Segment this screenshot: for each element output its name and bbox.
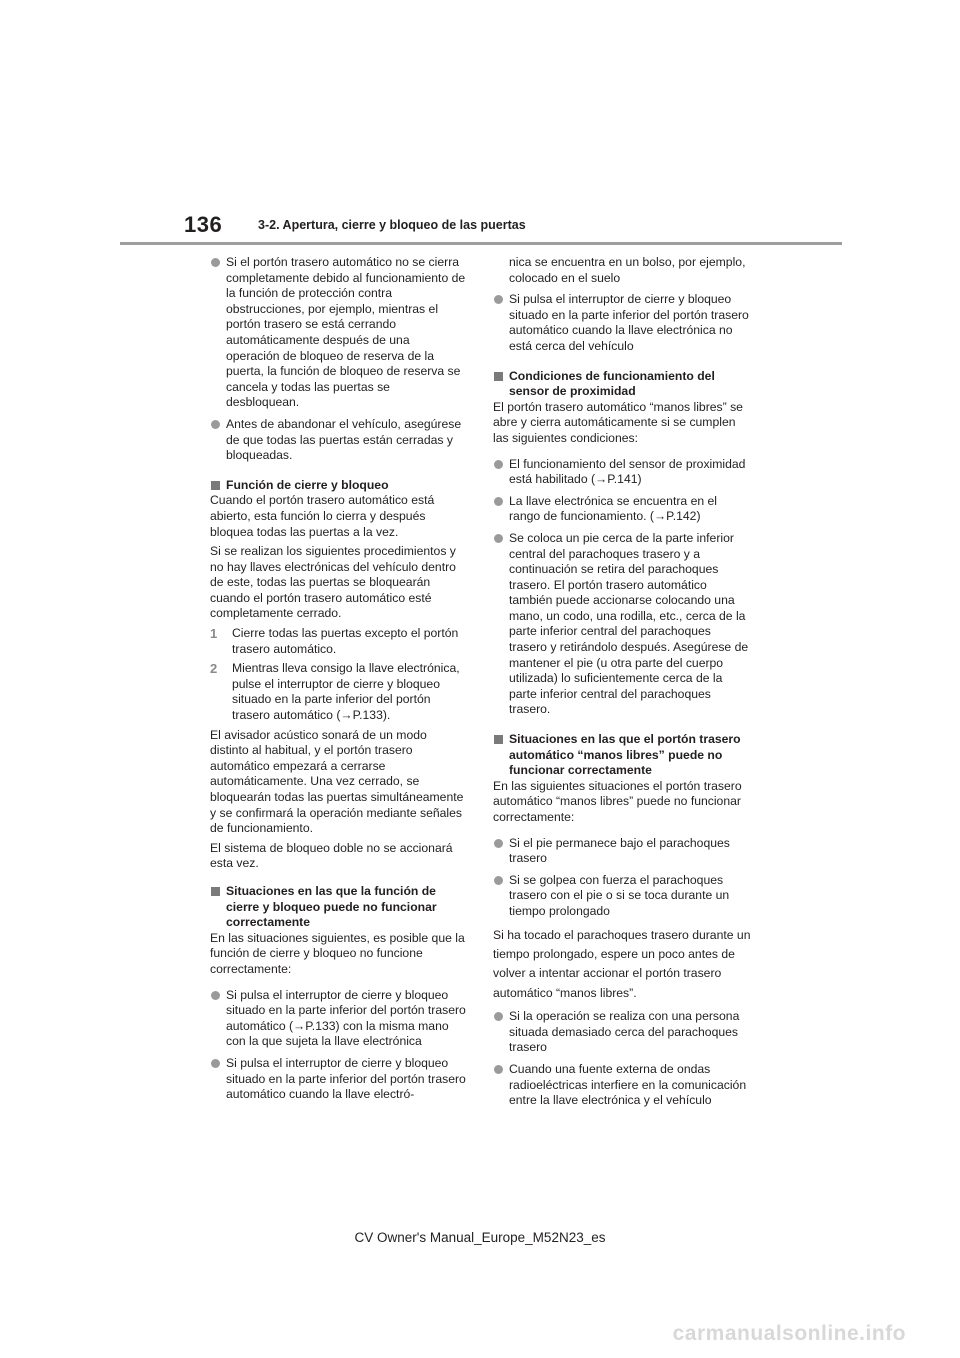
- paragraph: El sistema de bloqueo doble no se accionará esta vez.: [210, 840, 453, 871]
- bullet-text: Si se golpea con fuerza el parachoques trasero con el pie o si se toca durante un tiempo prolongado: [509, 872, 730, 918]
- bullet-text: Si pulsa el interruptor de cierre y bloqueo situado en la parte inferior del portón trasero automático cuando la llave electrónica no está cerca del vehículo: [509, 292, 749, 353]
- bullet-text: Si pulsa el interruptor de cierre y bloqueo situado en la parte inferior del portón trasero automático cuando la llave electró-: [226, 1055, 466, 1102]
- paragraph: El avisador acústico sonará de un modo distinto al habitual, y el portón trasero automático empezará a cerrarse automáticamente. Una vez cerrado, se bloquearán todas las puertas simultáneamente y se confirmará la operación mediante señales de funcionamiento.: [210, 727, 464, 836]
- section-heading: [210, 884, 466, 931]
- bullet-dot-icon: [494, 1065, 503, 1074]
- bullet-item: [210, 1056, 466, 1103]
- bullet-dot-icon: [211, 258, 220, 267]
- section-heading: [493, 732, 751, 779]
- bullet-item: [493, 494, 751, 525]
- bullet-item: [493, 1062, 751, 1109]
- right-column: [493, 255, 751, 1115]
- bullet-text: Si el portón trasero automático no se cierra completamente debido al funcionamiento de la función de protección contra obstrucciones, por ejemplo, mientras el portón trasero se está cerrando automáticamente después de una operación de bloqueo de reserva de la puerta, la función de bloqueo de reserva se cancela y todas las puertas se desbloquean.: [226, 255, 466, 410]
- heading-text: Situaciones en las que la función de cierre y bloqueo puede no funcionar correctamente: [226, 883, 437, 930]
- bullet-text: Si la operación se realiza con una persona situada demasiado cerca del parachoques trasero: [509, 1009, 740, 1055]
- header-rule: [120, 242, 842, 245]
- bullet-dot-icon: [211, 1059, 220, 1068]
- bullet-item: [210, 988, 466, 1050]
- step-text: Cierre todas las puertas excepto el portón trasero automático.: [232, 626, 459, 656]
- paragraph: El portón trasero automático “manos libres” se abre y cierra automáticamente si se cumplen las siguientes condiciones:: [493, 399, 743, 445]
- square-bullet-icon: [494, 735, 503, 744]
- bullet-dot-icon: [494, 1012, 503, 1021]
- square-bullet-icon: [211, 481, 220, 490]
- bullet-text: Si el pie permanece bajo el parachoques trasero: [509, 835, 730, 866]
- paragraph: En las situaciones siguientes, es posible que la función de cierre y bloqueo no funcione correctamente:: [210, 930, 465, 976]
- bullet-dot-icon: [494, 876, 503, 885]
- bullet-text: Si pulsa el interruptor de cierre y bloqueo situado en la parte inferior del portón trasero automático (→P.133) con la misma mano con la que sujeta la llave electrónica: [226, 987, 466, 1049]
- square-bullet-icon: [211, 887, 220, 896]
- heading-text: Situaciones en las que el portón trasero automático “manos libres” puede no funcionar correctamente: [509, 732, 741, 778]
- paragraph: Si se realizan los siguientes procedimientos y no hay llaves electrónicas del vehículo dentro de este, todas las puertas se bloquearán cuando el portón trasero automático esté completamente cerrado.: [210, 544, 456, 621]
- bullet-item: [210, 417, 466, 464]
- bullet-text: Cuando una fuente externa de ondas radioeléctricas interfiere en la comunicación entre la llave electrónica y el vehículo: [509, 1061, 747, 1108]
- step-item: [210, 626, 466, 657]
- heading-text: Función de cierre y bloqueo: [226, 477, 389, 492]
- bullet-text: La llave electrónica se encuentra en el rango de funcionamiento. (→P.142): [509, 493, 717, 524]
- footer-manual-name: CV Owner's Manual_Europe_M52N23_es: [354, 1230, 606, 1245]
- bullet-dot-icon: [211, 420, 220, 429]
- section-heading: [210, 478, 466, 494]
- bullet-item: [210, 255, 466, 411]
- section-title: 3-2. Apertura, cierre y bloqueo de las puertas: [258, 218, 526, 232]
- paragraph: En las siguientes situaciones el portón trasero automático “manos libres” puede no funcionar correctamente:: [493, 778, 742, 824]
- section-heading: [493, 369, 751, 400]
- bullet-dot-icon: [494, 460, 503, 469]
- bullet-dot-icon: [494, 295, 503, 304]
- bullet-item: [493, 836, 751, 867]
- bullet-dot-icon: [494, 497, 503, 506]
- bullet-item: [493, 1009, 751, 1056]
- square-bullet-icon: [494, 372, 503, 381]
- bullet-dot-icon: [494, 839, 503, 848]
- bullet-dot-icon: [211, 991, 220, 1000]
- step-number: 2: [210, 661, 218, 677]
- bullet-text: El funcionamiento del sensor de proximidad está habilitado (→P.141): [509, 456, 746, 487]
- heading-text: Condiciones de funcionamiento del sensor de proximidad: [509, 368, 715, 399]
- bullet-dot-icon: [494, 534, 503, 543]
- bullet-item: [493, 457, 751, 488]
- paragraph: Cuando el portón trasero automático está abierto, esta función lo cierra y después bloquea todas las puertas a la vez.: [210, 493, 435, 539]
- paragraph: Si ha tocado el parachoques trasero durante un tiempo prolongado, espere un poco antes de volver a intentar accionar el portón trasero automático “manos libres”.: [493, 927, 751, 1000]
- step-item: [210, 661, 466, 723]
- bullet-continuation: nica se encuentra en un bolso, por ejemplo, colocado en el suelo: [509, 255, 746, 285]
- bullet-item: [493, 292, 751, 354]
- bullet-item: [493, 531, 751, 718]
- bullet-text: Antes de abandonar el vehículo, asegúrese de que todas las puertas están cerradas y bloqueadas.: [226, 416, 462, 463]
- watermark: carmanualsonline.info: [672, 1322, 906, 1345]
- left-column: [210, 255, 466, 1109]
- bullet-text: Se coloca un pie cerca de la parte inferior central del parachoques trasero y a continuación se retira del parachoques trasero. El portón trasero automático también puede accionarse colocando una mano, un codo, una rodilla, etc., cerca de la parte inferior central del parachoques trasero y retirándolo después. Asegúrese de mantener el pie (u otra parte del cuerpo utilizada) lo suficientemente cerca de la parte inferior central del parachoques trasero.: [509, 530, 749, 717]
- bullet-item: [493, 873, 751, 920]
- step-text: Mientras lleva consigo la llave electrónica, pulse el interruptor de cierre y bloqueo situado en la parte inferior del portón trasero automático (→P.133).: [232, 661, 460, 723]
- step-number: 1: [210, 626, 218, 642]
- page-number: 136: [184, 212, 223, 237]
